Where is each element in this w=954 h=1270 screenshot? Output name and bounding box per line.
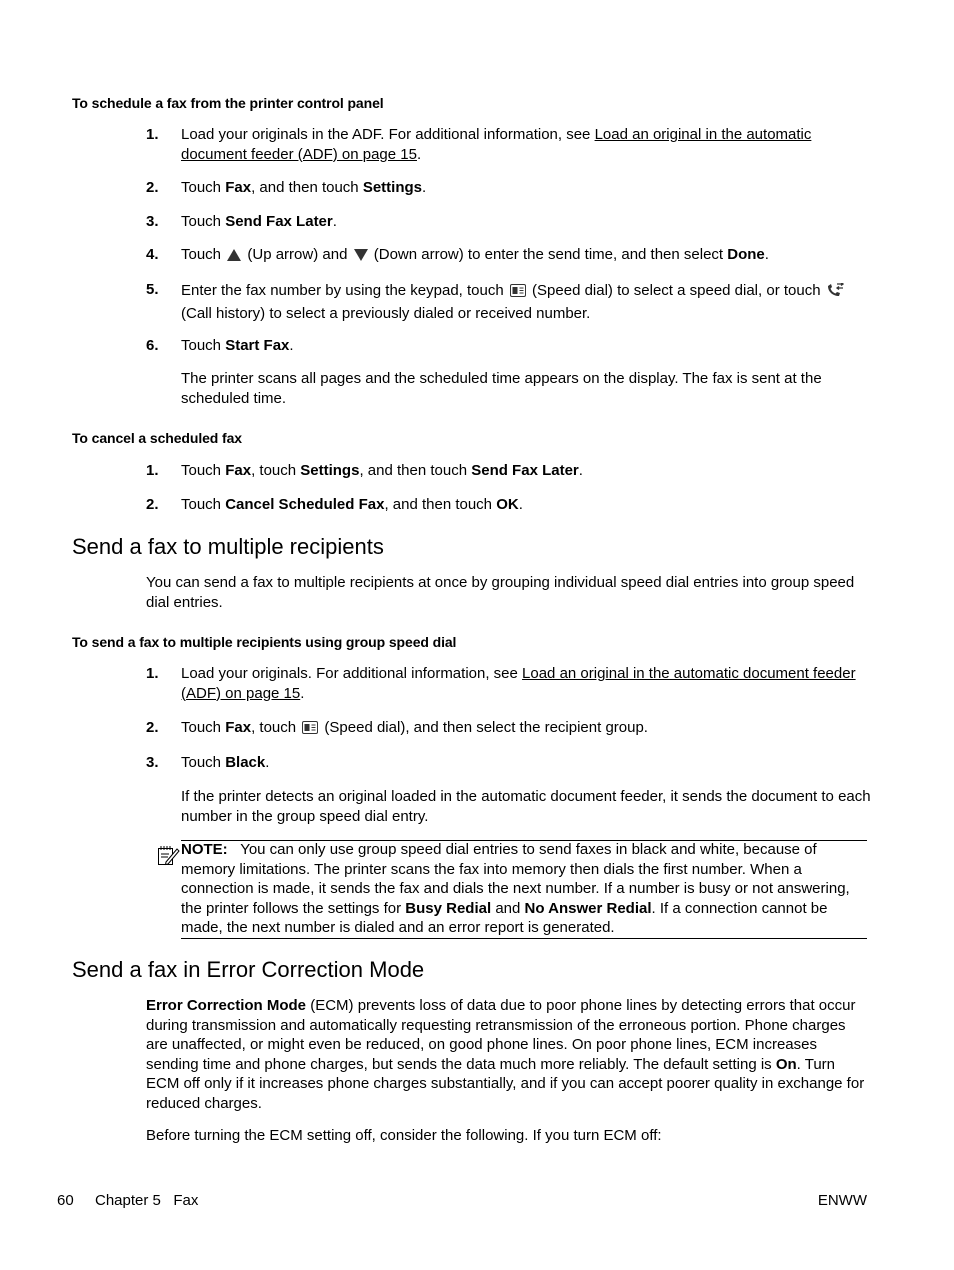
step-text-part: (Speed dial) to select a speed dial, or touch	[527, 282, 825, 299]
note-text-part: and	[491, 899, 525, 917]
ui-term-send-fax-later: Send Fax Later	[471, 462, 579, 479]
step-text	[181, 178, 871, 198]
ui-term-send-fax-later: Send Fax Later	[225, 213, 333, 230]
step-text-part: .	[422, 179, 427, 196]
ui-term-error-correction-mode: Error Correction Mode	[146, 997, 307, 1014]
ui-term-fax: Fax	[225, 179, 252, 196]
procedure-title-group-speed-dial: To send a fax to multiple recipients using group speed dial	[72, 634, 457, 650]
ui-term-settings: Settings	[300, 462, 360, 479]
step-text-part: (Speed dial), and then select the recipient group.	[320, 719, 648, 736]
step-text-part: (Down arrow) to enter the send time, and then select	[369, 246, 728, 263]
ecm-paragraph-2: Before turning the ECM setting off, consider the following. If you turn ECM off:	[146, 1127, 662, 1144]
step-text-part: Load your originals in the ADF. For additional information, see	[181, 126, 595, 143]
note-label: NOTE:	[181, 841, 228, 858]
step-number: 1.	[146, 665, 159, 682]
step-text-part: , and then touch	[251, 179, 363, 196]
procedure-title-cancel: To cancel a scheduled fax	[72, 430, 242, 446]
speed-dial-icon	[510, 282, 526, 303]
ui-term-no-answer-redial: No Answer Redial	[524, 899, 652, 917]
step-text-part: Touch	[181, 179, 226, 196]
step-text-part: , and then touch	[384, 496, 497, 513]
adf-link[interactable]: Load an original in the automatic document feeder (ADF) on page 15	[181, 665, 856, 702]
ui-term-black: Black	[225, 754, 266, 771]
step-text-part: , touch	[251, 719, 301, 736]
step-text	[181, 461, 871, 481]
step-text-part: (Up arrow) and	[243, 246, 352, 263]
note-text	[181, 840, 867, 938]
step-text	[181, 280, 871, 324]
step-text-part: .	[332, 213, 337, 230]
step-text	[181, 753, 871, 773]
step-result: If the printer detects an original loaded in the automatic document feeder, it sends the document to each number in the group speed dial entry.	[181, 788, 871, 825]
step-number: 3.	[146, 213, 159, 230]
ecm-text-part: . Turn ECM off only if it increases phone charges substantially, and if you can accept poorer quality in exchange for reduced charges.	[146, 1055, 865, 1112]
step-text-part: Touch	[181, 754, 226, 771]
note-text-part: . If a connection cannot be made, the next number is dialed and an error report is generated.	[181, 899, 828, 936]
step-text-part: Load your originals. For additional information, see	[181, 665, 523, 682]
step-text-part: .	[265, 754, 270, 771]
ui-term-settings: Settings	[362, 179, 423, 196]
step-text	[181, 125, 871, 164]
call-history-icon	[827, 282, 844, 303]
step-number: 5.	[146, 281, 159, 298]
step-text-part: Touch	[181, 462, 226, 479]
ui-term-on: On	[775, 1055, 797, 1073]
step-text-part: Touch	[181, 719, 226, 736]
step-text-part: Touch	[181, 496, 226, 513]
section-heading-ecm: Send a fax in Error Correction Mode	[72, 957, 425, 982]
step-text-part: , and then touch	[359, 462, 472, 479]
step-number: 2.	[146, 179, 159, 196]
step-text-part: .	[300, 684, 305, 702]
step-number: 1.	[146, 462, 159, 479]
step-text-part: .	[518, 496, 523, 513]
step-text-part: (Call history) to select a previously dialed or received number.	[181, 305, 591, 322]
step-text	[181, 336, 871, 356]
step-number: 2.	[146, 496, 159, 513]
step-result: The printer scans all pages and the scheduled time appears on the display. The fax is sent at the scheduled time.	[181, 370, 822, 407]
step-number: 2.	[146, 719, 159, 736]
step-text-part: .	[764, 246, 769, 263]
step-text	[181, 495, 871, 515]
ui-term-fax: Fax	[225, 719, 252, 736]
step-text-part: Enter the fax number by using the keypad, touch	[181, 282, 508, 299]
step-number: 6.	[146, 337, 159, 354]
step-text	[181, 664, 871, 703]
procedure-title-schedule: To schedule a fax from the printer control panel	[72, 95, 384, 111]
ui-term-cancel-scheduled-fax: Cancel Scheduled Fax	[225, 496, 385, 513]
step-number: 1.	[146, 126, 159, 143]
section-heading-multiple-recipients: Send a fax to multiple recipients	[72, 534, 384, 559]
ui-term-ok: OK	[496, 496, 519, 513]
ui-term-busy-redial: Busy Redial	[405, 899, 492, 917]
step-text-part: Touch	[181, 246, 226, 263]
step-text	[181, 212, 871, 232]
section-intro: You can send a fax to multiple recipients at once by grouping individual speed dial entries into group speed dial entries.	[146, 574, 855, 611]
ecm-paragraph	[146, 996, 871, 1113]
step-number: 4.	[146, 246, 159, 263]
step-text	[181, 245, 871, 267]
step-text-part: , touch	[251, 462, 301, 479]
step-text	[181, 718, 871, 740]
speed-dial-icon	[302, 720, 318, 740]
chapter-label: Chapter 5 Fax	[95, 1192, 199, 1209]
step-text-part: Touch	[181, 213, 226, 230]
step-text-part: .	[416, 145, 422, 163]
step-text-part: Touch	[181, 337, 226, 354]
step-text-part: .	[289, 337, 294, 354]
down-arrow-icon	[354, 247, 368, 267]
ui-term-done: Done	[727, 246, 765, 263]
page-number: 60	[57, 1192, 74, 1209]
note-text-part: You can only use group speed dial entries to send faxes in black and white, because of memory limitations. The printer scans the fax into memory then dials the first number. When a connection is made, it sends the fax and dials the next number. If a number is busy or not answering, the printer follows the settings for	[181, 841, 850, 917]
step-text-part: .	[578, 462, 583, 479]
step-number: 3.	[146, 754, 159, 771]
ecm-text-part: (ECM) prevents loss of data due to poor phone lines by detecting errors that occur during transmission and automatically requesting retransmission of the erroneous portion. Phone charges are unaffected, or might even be reduced, on good phone lines. On poor phone lines, ECM increases sending time and phone charges, but sends the data much more reliably. The default setting is	[146, 997, 856, 1073]
note-icon	[156, 843, 180, 873]
up-arrow-icon	[227, 247, 241, 267]
ui-term-fax: Fax	[225, 462, 252, 479]
adf-link[interactable]: Load an original in the automatic document feeder (ADF) on page 15	[181, 126, 812, 163]
footer-right: ENWW	[817, 1192, 867, 1209]
ui-term-start-fax: Start Fax	[225, 337, 290, 354]
